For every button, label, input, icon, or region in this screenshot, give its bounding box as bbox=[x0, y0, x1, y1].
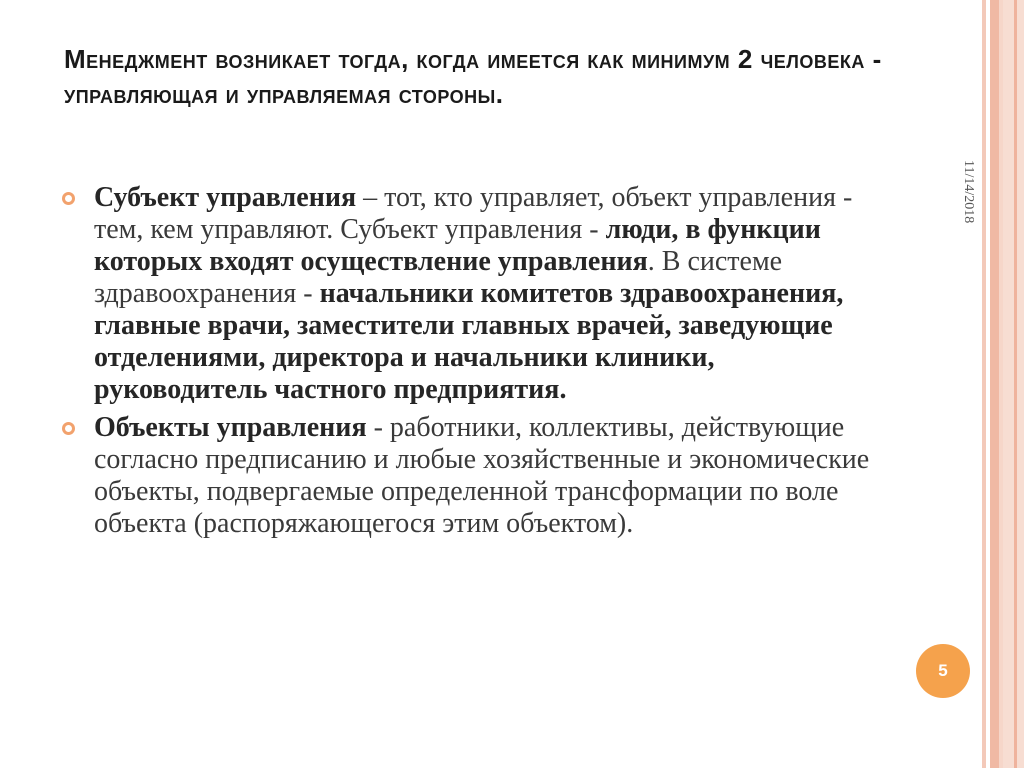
bullet-text bbox=[94, 412, 882, 540]
bullet-list bbox=[62, 182, 882, 546]
circle-bullet-icon bbox=[62, 192, 75, 205]
bullet-text bbox=[94, 182, 882, 406]
bold-term: Объекты управления bbox=[94, 412, 367, 443]
bold-term: люди, в функции которых входят осуществление управления bbox=[94, 214, 821, 277]
bullet-body-text: - работники, коллективы, действующие согласно предписанию и любые хозяйственные и экономические объекты, подвергаемые определенной трансформации по воле объекта (распоряжающегося этим объектом). bbox=[94, 412, 870, 539]
slide-date: 11/14/2018 bbox=[961, 160, 976, 224]
decorative-stripe bbox=[982, 0, 986, 768]
bullet-body-text: – тот, кто управляет, объект управления - тем, кем управляют. Субъект управления - bbox=[94, 182, 853, 245]
slide-title: Менеджмент возникает тогда, когда имеется как минимум 2 человека - управляющая и управляемая стороны. bbox=[64, 44, 882, 109]
decorative-stripe bbox=[1014, 0, 1017, 768]
decorative-stripe bbox=[990, 0, 999, 768]
bold-term: Субъект управления bbox=[94, 182, 357, 213]
bullet-item-objects bbox=[62, 412, 882, 540]
bullet-body-text: . В системе здравоохранения - bbox=[94, 246, 783, 309]
page-number-badge: 5 bbox=[916, 644, 970, 698]
bullet-item-subject bbox=[62, 182, 882, 406]
bold-term: начальники комитетов здравоохранения, главные врачи, заместители главных врачей, заведующие отделениями, директора и начальники клиники, руководитель частного предприятия. bbox=[94, 278, 844, 405]
circle-bullet-icon bbox=[62, 422, 75, 435]
